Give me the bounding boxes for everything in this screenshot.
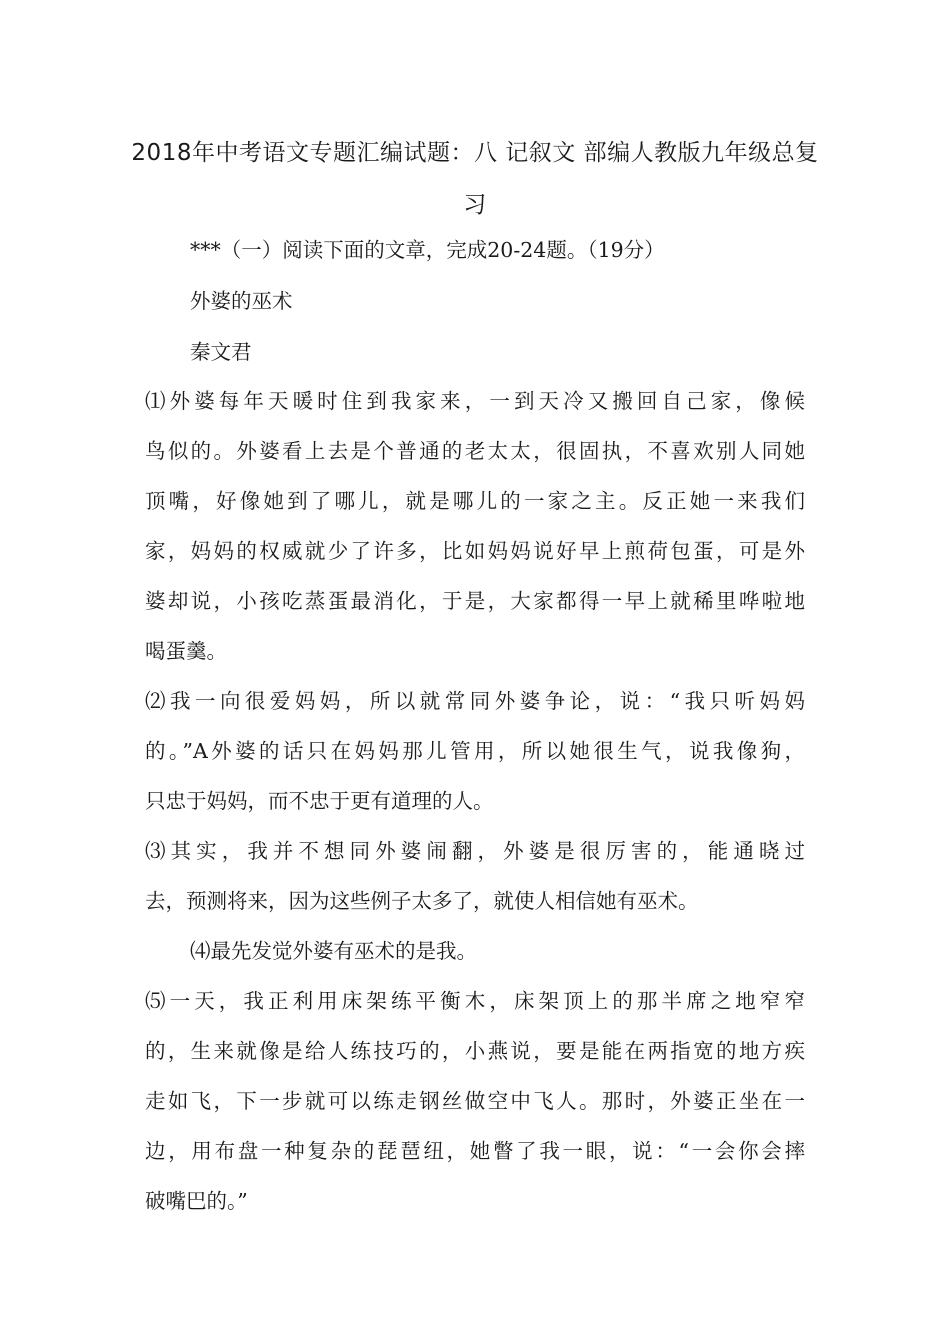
- story-author: 秦文君: [190, 340, 252, 364]
- paragraph-3-line-1: ⑶其实，我并不想同外婆闹翻，外婆是很厉害的，能通晓过: [145, 839, 805, 863]
- paragraph-5-line-4: 边，用布盘一种复杂的琵琶纽，她瞥了我一眼，说：“一会你会摔: [145, 1139, 805, 1163]
- paragraph-1-line-3: 顶嘴，好像她到了哪儿，就是哪儿的一家之主。反正她一来我们: [145, 489, 805, 513]
- paragraph-3-line-2: 去，预测将来，因为这些例子太多了，就使人相信她有巫术。: [145, 889, 699, 913]
- paragraph-2-line-2: 的。”A外婆的话只在妈妈那儿管用，所以她很生气，说我像狗，: [145, 739, 805, 763]
- story-title: 外婆的巫术: [190, 289, 293, 313]
- paragraph-1-line-1: ⑴外婆每年天暖时住到我家来，一到天冷又搬回自己家，像候: [145, 389, 805, 413]
- paragraph-5-line-5: 破嘴巴的。”: [145, 1189, 248, 1213]
- paragraph-5-line-3: 走如飞，下一步就可以练走钢丝做空中飞人。那时，外婆正坐在一: [145, 1089, 805, 1113]
- paragraph-5-line-1: ⑸一天，我正利用床架练平衡木，床架顶上的那半席之地窄窄: [145, 989, 805, 1013]
- paragraph-1-line-4: 家，妈妈的权威就少了许多，比如妈妈说好早上煎荷包蛋，可是外: [145, 539, 805, 563]
- intro-instruction: ***（一）阅读下面的文章，完成20-24题。（19分）: [190, 238, 665, 262]
- document-title: [120, 127, 830, 231]
- title-line-1: 2018年中考语文专题汇编试题：八 记叙文 部编人教版九年级总复: [131, 140, 819, 166]
- paragraph-2-line-3: 只忠于妈妈，而不忠于更有道理的人。: [145, 789, 494, 813]
- title-line-2: 习: [463, 192, 487, 218]
- paragraph-4-line-1: ⑷最先发觉外婆有巫术的是我。: [190, 939, 477, 963]
- paragraph-5-line-2: 的，生来就像是给人练技巧的，小燕说，要是能在两指宽的地方疾: [145, 1039, 805, 1063]
- paragraph-1-line-5: 婆却说，小孩吃蒸蛋最消化，于是，大家都得一早上就稀里哗啦地: [145, 589, 805, 613]
- paragraph-1-line-6: 喝蛋羹。: [145, 639, 227, 663]
- paragraph-1-line-2: 鸟似的。外婆看上去是个普通的老太太，很固执，不喜欢别人同她: [145, 439, 805, 463]
- paragraph-2-line-1: ⑵我一向很爱妈妈，所以就常同外婆争论，说：“我只听妈妈: [145, 689, 805, 713]
